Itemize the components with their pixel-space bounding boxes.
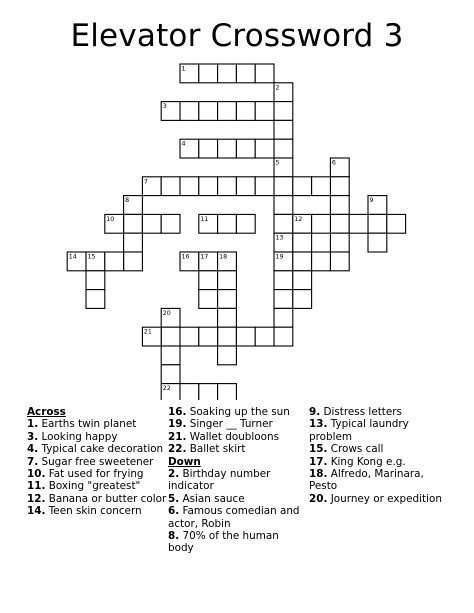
- grid-cell[interactable]: [218, 102, 237, 121]
- clue-text: King Kong e.g.: [327, 455, 406, 468]
- clue-number: 7: [143, 178, 148, 186]
- clue-text: Teen skin concern: [45, 505, 142, 518]
- grid-cell[interactable]: [180, 327, 199, 346]
- grid-cell[interactable]: [293, 271, 312, 290]
- grid-cell[interactable]: [199, 139, 218, 158]
- clue-text: Ballet skirt: [186, 443, 246, 456]
- clue-number: 17: [200, 253, 209, 261]
- grid-cell[interactable]: [274, 214, 293, 233]
- clue-number: 1: [181, 65, 186, 73]
- clue: [27, 493, 167, 505]
- clue: [309, 493, 449, 505]
- clue-number: 18: [219, 253, 228, 261]
- clue: [168, 418, 306, 430]
- grid-cell[interactable]: [236, 102, 255, 121]
- grid-cell[interactable]: [199, 177, 218, 196]
- clue-number: 3: [162, 103, 167, 111]
- clue-heading: Down: [168, 455, 201, 468]
- clue-number: 7.: [27, 455, 39, 468]
- clue-text: Alfredo, Marinara, Pesto: [309, 468, 424, 493]
- clue-text: Earths twin planet: [38, 418, 137, 431]
- clue-number: 16: [181, 253, 190, 261]
- grid-cell[interactable]: [218, 346, 237, 365]
- clue-text: Distress letters: [320, 406, 402, 418]
- clue-text: Wallet doubloons: [186, 430, 279, 443]
- grid-cell[interactable]: [274, 120, 293, 139]
- clue-number: 15: [87, 253, 96, 261]
- clue-number: 20: [162, 309, 171, 317]
- grid-cell[interactable]: [255, 102, 274, 121]
- grid-cell[interactable]: [218, 271, 237, 290]
- grid-cell[interactable]: [293, 252, 312, 271]
- grid-cell[interactable]: [180, 177, 199, 196]
- clue: [168, 443, 306, 455]
- clue-text: Sugar free sweetener: [38, 455, 154, 468]
- clue-text: Crows call: [327, 443, 384, 456]
- grid-cell[interactable]: [199, 64, 218, 83]
- clue-number: 12.: [27, 492, 46, 505]
- clue-number: 12: [294, 215, 303, 223]
- clue-number: 14: [68, 253, 77, 261]
- clue-text: Birthday number indicator: [168, 468, 271, 493]
- grid-cell[interactable]: [180, 384, 199, 400]
- grid-cell[interactable]: [161, 327, 180, 346]
- grid-cell[interactable]: [274, 308, 293, 327]
- clue-number: 22.: [168, 443, 187, 456]
- clue-number: 8.: [168, 530, 180, 543]
- grid-cell[interactable]: [199, 327, 218, 346]
- clue-number: 9: [369, 197, 374, 205]
- grid-cell[interactable]: [274, 177, 293, 196]
- clue-number: 8: [125, 197, 130, 205]
- grid-cell[interactable]: [218, 64, 237, 83]
- grid-cell[interactable]: [312, 252, 331, 271]
- clue-number: 17.: [309, 455, 328, 468]
- grid-cell[interactable]: [218, 308, 237, 327]
- grid-cell[interactable]: [274, 327, 293, 346]
- clue-number: 6: [331, 159, 336, 167]
- grid-cell[interactable]: [312, 214, 331, 233]
- clue-number: 4.: [27, 443, 39, 456]
- clue: [309, 443, 449, 455]
- grid-cell[interactable]: [330, 233, 349, 252]
- clue-number: 13.: [309, 418, 328, 431]
- grid-cell[interactable]: [218, 290, 237, 309]
- clue-column-1: [27, 406, 167, 518]
- clue-number: 13: [275, 234, 284, 242]
- grid-cell[interactable]: [218, 327, 237, 346]
- clue-text: Soaking up the sun: [186, 406, 290, 418]
- grid-cell[interactable]: [387, 214, 406, 233]
- grid-cell[interactable]: [199, 384, 218, 400]
- grid-cell[interactable]: [293, 290, 312, 309]
- grid-cell[interactable]: [274, 271, 293, 290]
- clue: [27, 480, 167, 492]
- grid-cell[interactable]: [218, 177, 237, 196]
- clue-text: Singer __ Turner: [186, 418, 273, 431]
- grid-cell[interactable]: [255, 327, 274, 346]
- clue: [309, 406, 449, 418]
- grid-cell[interactable]: [274, 290, 293, 309]
- grid-cell[interactable]: [218, 214, 237, 233]
- clue-number: 10.: [27, 468, 46, 481]
- grid-cell[interactable]: [312, 177, 331, 196]
- grid-cell[interactable]: [330, 252, 349, 271]
- clue: [168, 530, 306, 555]
- grid-cell[interactable]: [330, 196, 349, 215]
- clue: [309, 418, 449, 443]
- clue-number: 21: [143, 328, 152, 336]
- clue-number: 22: [162, 385, 171, 393]
- grid-cell[interactable]: [124, 214, 143, 233]
- clue: [27, 468, 167, 480]
- clue: [27, 456, 167, 468]
- clue-number: 11: [200, 215, 209, 223]
- clue-number: 18.: [309, 468, 328, 481]
- grid-cell[interactable]: [236, 327, 255, 346]
- clue-number: 21.: [168, 430, 187, 443]
- clue-text: Typical cake decoration: [38, 443, 164, 456]
- clue: [168, 406, 306, 418]
- clue: [27, 505, 167, 517]
- clue-text: 70% of the human body: [168, 530, 279, 555]
- clue-text: Typical laundry problem: [309, 418, 409, 443]
- grid-cell[interactable]: [236, 177, 255, 196]
- grid-cell[interactable]: [274, 196, 293, 215]
- clue: [309, 456, 449, 468]
- clue-number: 3.: [27, 430, 39, 443]
- clue: [168, 505, 306, 530]
- grid-cell[interactable]: [86, 271, 105, 290]
- clue-number: 15.: [309, 443, 328, 456]
- grid-cell[interactable]: [161, 346, 180, 365]
- grid-cell[interactable]: [368, 233, 387, 252]
- clue-number: 5.: [168, 492, 180, 505]
- clue-number: 20.: [309, 492, 328, 505]
- clue-number: 1.: [27, 418, 39, 431]
- grid-cell[interactable]: [142, 214, 161, 233]
- grid-cell[interactable]: [199, 102, 218, 121]
- clue-text: Looking happy: [38, 430, 118, 443]
- clue-text: Asian sauce: [179, 492, 245, 505]
- grid-cell[interactable]: [330, 177, 349, 196]
- clue-text: Banana or butter color: [45, 492, 167, 505]
- grid-cell[interactable]: [274, 102, 293, 121]
- clue-column-2: [168, 406, 306, 555]
- grid-cell[interactable]: [349, 214, 368, 233]
- page-title: Elevator Crossword 3: [70, 18, 404, 54]
- clue: [27, 418, 167, 430]
- grid-cell[interactable]: [161, 365, 180, 384]
- clue: [309, 468, 449, 493]
- grid-cell[interactable]: [218, 139, 237, 158]
- grid-cell[interactable]: [218, 384, 237, 400]
- clue-column-3: [309, 406, 449, 505]
- grid-cell[interactable]: [124, 252, 143, 271]
- clue: [168, 493, 306, 505]
- grid-cell[interactable]: [180, 102, 199, 121]
- grid-cell[interactable]: [255, 64, 274, 83]
- clue: [168, 431, 306, 443]
- clue-text: Boxing "greatest": [45, 480, 141, 493]
- grid-cell[interactable]: [161, 214, 180, 233]
- clue-number: 9.: [309, 406, 321, 418]
- clue: [27, 443, 167, 455]
- clue-text: Journey or expedition: [327, 492, 442, 505]
- clue-text: Fat used for frying: [45, 468, 144, 481]
- clue-number: 2.: [168, 468, 180, 481]
- clue-number: 5: [275, 159, 280, 167]
- clue-number: 19: [275, 253, 284, 261]
- grid-cell[interactable]: [274, 139, 293, 158]
- grid-cell[interactable]: [105, 252, 124, 271]
- clue-number: 19.: [168, 418, 187, 431]
- clue-text: Famous comedian and actor, Robin: [168, 505, 300, 530]
- grid-cell[interactable]: [161, 177, 180, 196]
- clue-number: 10: [106, 215, 115, 223]
- clue-number: 14.: [27, 505, 46, 518]
- grid-cell[interactable]: [255, 177, 274, 196]
- grid-cell[interactable]: [236, 214, 255, 233]
- clue-heading: Across: [27, 406, 66, 418]
- clue-number: 4: [181, 140, 186, 148]
- clue-number: 6.: [168, 505, 180, 518]
- grid-cell[interactable]: [255, 139, 274, 158]
- grid-cell[interactable]: [293, 233, 312, 252]
- grid-cell[interactable]: [199, 271, 218, 290]
- grid-cell[interactable]: [293, 177, 312, 196]
- clue-number: 16.: [168, 406, 187, 418]
- grid-cell[interactable]: [86, 290, 105, 309]
- clue: [168, 468, 306, 493]
- grid-cell[interactable]: [330, 214, 349, 233]
- grid-cell[interactable]: [236, 139, 255, 158]
- clue-number: 11.: [27, 480, 46, 493]
- clue-number: 2: [275, 84, 280, 92]
- grid-cell[interactable]: [124, 233, 143, 252]
- grid-cell[interactable]: [199, 290, 218, 309]
- clue: [27, 431, 167, 443]
- grid-cell[interactable]: [368, 214, 387, 233]
- grid-cell[interactable]: [236, 64, 255, 83]
